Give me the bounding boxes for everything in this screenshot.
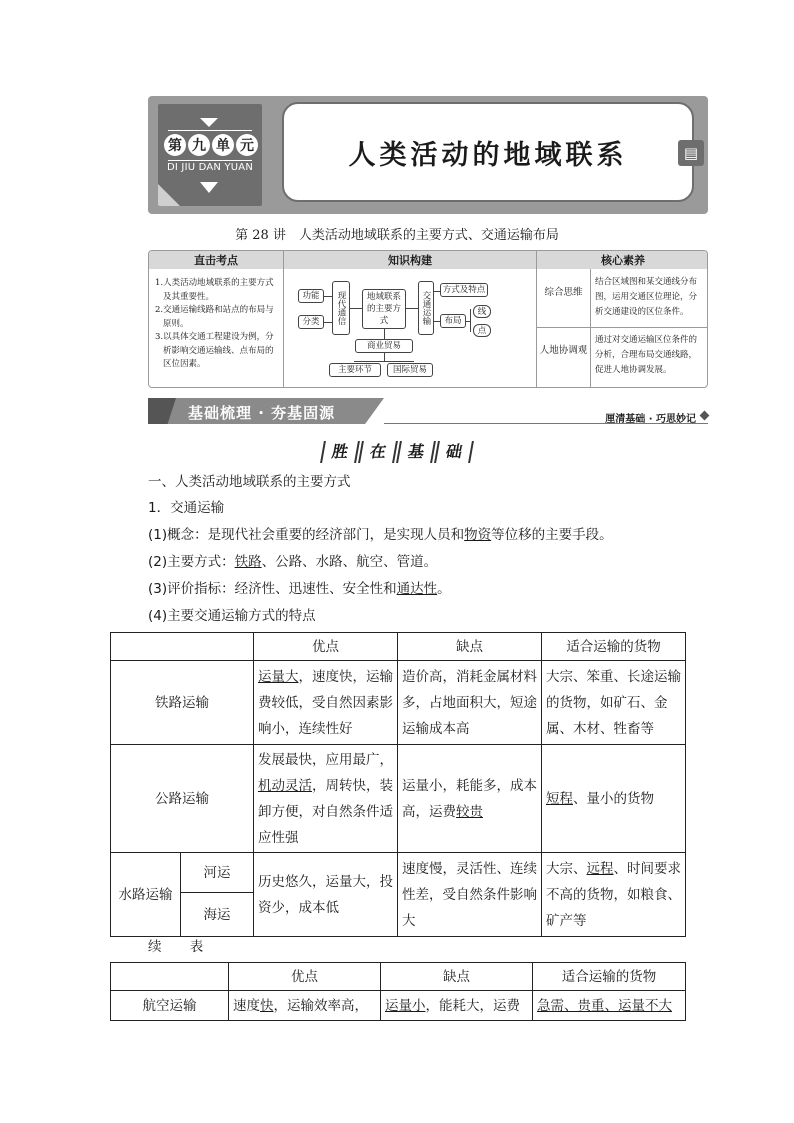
triangle-decor-icon	[200, 182, 218, 193]
underlined-answer: 远程	[586, 860, 614, 877]
header-exam-points: 直击考点	[149, 251, 283, 269]
table-header: 优点	[229, 963, 381, 991]
paragraph-table-caption: (4)主要交通运输方式的特点	[148, 608, 316, 624]
table-row	[111, 633, 686, 661]
text: ，速度快，运输费较低，受自然因素影响小，连续性好	[258, 668, 393, 737]
overview-table	[148, 250, 708, 388]
table-header: 缺点	[398, 633, 542, 661]
table-cell	[111, 633, 254, 661]
connector	[406, 308, 418, 309]
table-cell: 速度慢，灵活性、连续性差，受自然条件影响大	[398, 853, 542, 937]
exam-points-list	[155, 277, 281, 372]
text: 速度	[233, 997, 260, 1014]
paragraph-concept	[148, 525, 613, 545]
table-header: 缺点	[381, 963, 533, 991]
table-cell: 历史悠久，运量大，投资少，成本低	[254, 853, 398, 937]
victory-title	[0, 441, 794, 463]
map-node-point: 点	[473, 324, 491, 337]
triangle-decor-icon	[200, 118, 218, 127]
table-row	[111, 963, 686, 991]
paragraph-criteria	[148, 579, 451, 599]
connector	[324, 322, 332, 323]
row-label: 航空运输	[111, 991, 229, 1021]
victory-char: 础	[434, 441, 474, 463]
unit-char: 九	[188, 134, 210, 156]
underlined-answer: 机动灵活	[258, 777, 312, 794]
text: (3)评价指标：经济性、迅速性、安全性和	[148, 581, 397, 597]
connector	[354, 361, 414, 362]
page-fold-decor	[158, 184, 180, 206]
underlined-answer: 运量大	[258, 668, 299, 685]
literacy-label: 人地协调观	[539, 345, 588, 356]
list-item: 1.人类活动地域联系的主要方式及其重要性。	[155, 278, 274, 302]
unit-char: 单	[212, 134, 234, 156]
victory-char: 在	[358, 441, 398, 463]
map-node-modes: 方式及特点	[440, 283, 488, 297]
table-cell	[229, 991, 381, 1021]
row-sublabel: 海运	[181, 893, 254, 937]
text: 、公路、水路、航空、管道。	[261, 554, 438, 570]
connector	[324, 296, 332, 297]
unit-badge	[158, 104, 262, 206]
underlined-answer: 通达性	[396, 581, 438, 597]
text: ，运输效率高，	[273, 997, 368, 1014]
row-label: 铁路运输	[111, 661, 254, 745]
unit-pinyin: DI JIU DAN YUAN	[167, 162, 253, 173]
transport-table-continued	[110, 962, 686, 1021]
text: 发展最快，应用最广，	[258, 751, 393, 768]
text: 、时间要求不高的货物，如粮食、矿产等	[546, 860, 681, 929]
header-knowledge: 知识构建	[284, 251, 536, 269]
connector	[470, 309, 471, 332]
table-header: 优点	[254, 633, 398, 661]
literacy-text: 通过对交通运输区位条件的分析，合理布局交通线路，促进人地协调发展。	[595, 335, 698, 375]
divider	[536, 251, 537, 388]
underlined-answer: 运量小	[385, 997, 426, 1014]
table-header: 适合运输的货物	[533, 963, 686, 991]
connector	[350, 308, 362, 309]
text: 、量小的货物	[573, 790, 654, 807]
section-subtitle: 厘清基础 · 巧思妙记	[605, 414, 696, 425]
map-node-classify: 分类	[298, 315, 324, 329]
divider	[590, 269, 591, 388]
paragraph-modes	[148, 552, 437, 572]
text: 运量小，耗能多，成本高，运费	[402, 777, 537, 820]
table-cell	[111, 963, 229, 991]
header-literacy: 核心素养	[537, 251, 708, 269]
text: ，周转快，装卸方便，对自然条件适应性强	[258, 777, 393, 846]
unit-char: 元	[236, 134, 258, 156]
map-node-trade: 商业贸易	[355, 339, 413, 353]
map-node-function: 功能	[298, 289, 324, 303]
table-cell: 急需、贵重、运量不大	[533, 991, 686, 1021]
divider	[283, 251, 284, 388]
connector	[384, 329, 385, 339]
map-node-main-ways: 地域联系的主要方式	[362, 289, 406, 329]
text: (2)主要方式：	[148, 554, 235, 570]
table-cell	[542, 745, 686, 853]
list-item: 2.交通运输线路和站点的布局与原则。	[155, 305, 274, 329]
divider	[168, 160, 252, 161]
table-cell	[381, 991, 533, 1021]
table-cell	[542, 853, 686, 937]
lecture-title: 第 28 讲 人类活动地域联系的主要方式、交通运输布局	[235, 228, 559, 243]
table-row	[111, 853, 686, 893]
text: (1)概念：是现代社会重要的经济部门，是实现人员和	[148, 527, 465, 543]
section-header	[148, 398, 708, 426]
table-cell	[398, 745, 542, 853]
table-row	[111, 745, 686, 853]
table-row	[111, 991, 686, 1021]
section-title: 基础梳理 · 夯基固源	[188, 404, 336, 422]
divider	[537, 327, 708, 328]
row-label: 公路运输	[111, 745, 254, 853]
unit-banner	[148, 96, 708, 214]
table-header: 适合运输的货物	[542, 633, 686, 661]
map-node-line: 线	[473, 305, 491, 318]
victory-char: 胜	[320, 441, 360, 463]
map-node-transport: 交通运输	[418, 281, 434, 335]
unit-title-box	[282, 102, 694, 202]
table-row	[111, 661, 686, 745]
underlined-answer: 快	[260, 997, 274, 1014]
continued-label: 续 表	[148, 939, 216, 955]
map-node-main-link: 主要环节	[329, 363, 381, 377]
row-label: 水路运输	[111, 853, 181, 937]
text: 。	[437, 581, 451, 597]
literacy-text: 结合区域图和某交通线分布图，运用交通区位理论，分析交通建设的区位条件。	[595, 277, 698, 317]
heading-1: 一、人类活动地域联系的主要方式	[148, 474, 351, 490]
unit-title: 人类活动的地域联系	[348, 139, 628, 171]
book-search-icon: ▤	[678, 140, 704, 166]
text: 大宗、	[546, 860, 587, 877]
underlined-answer: 铁路	[234, 554, 262, 570]
table-cell: 造价高，消耗金属材料多，占地面积大，短途运输成本高	[398, 661, 542, 745]
table-cell: 大宗、笨重、长途运输的货物，如矿石、金属、木材、牲畜等	[542, 661, 686, 745]
underlined-answer: 物资	[464, 527, 492, 543]
row-sublabel: 河运	[181, 853, 254, 893]
diamond-icon	[700, 411, 710, 421]
underlined-answer: 较贵	[456, 803, 483, 820]
text: ，能耗大，运费	[425, 997, 520, 1014]
transport-table	[110, 632, 686, 937]
connector	[384, 353, 385, 361]
text: 等位移的主要手段。	[491, 527, 613, 543]
map-node-modern-comm: 现代通信	[332, 281, 350, 335]
literacy-label: 综合思维	[544, 287, 583, 298]
map-node-layout: 布局	[440, 314, 466, 328]
table-cell	[254, 661, 398, 745]
underlined-answer: 短程	[546, 790, 573, 807]
table-cell	[254, 745, 398, 853]
map-node-intl-trade: 国际贸易	[387, 363, 433, 377]
list-item: 3.以具体交通工程建设为例，分析影响交通运输线、点布局的区位因素。	[155, 332, 274, 369]
divider	[168, 130, 252, 131]
victory-char: 基	[396, 441, 436, 463]
unit-char: 第	[164, 134, 186, 156]
heading-2: 1．交通运输	[148, 500, 225, 516]
